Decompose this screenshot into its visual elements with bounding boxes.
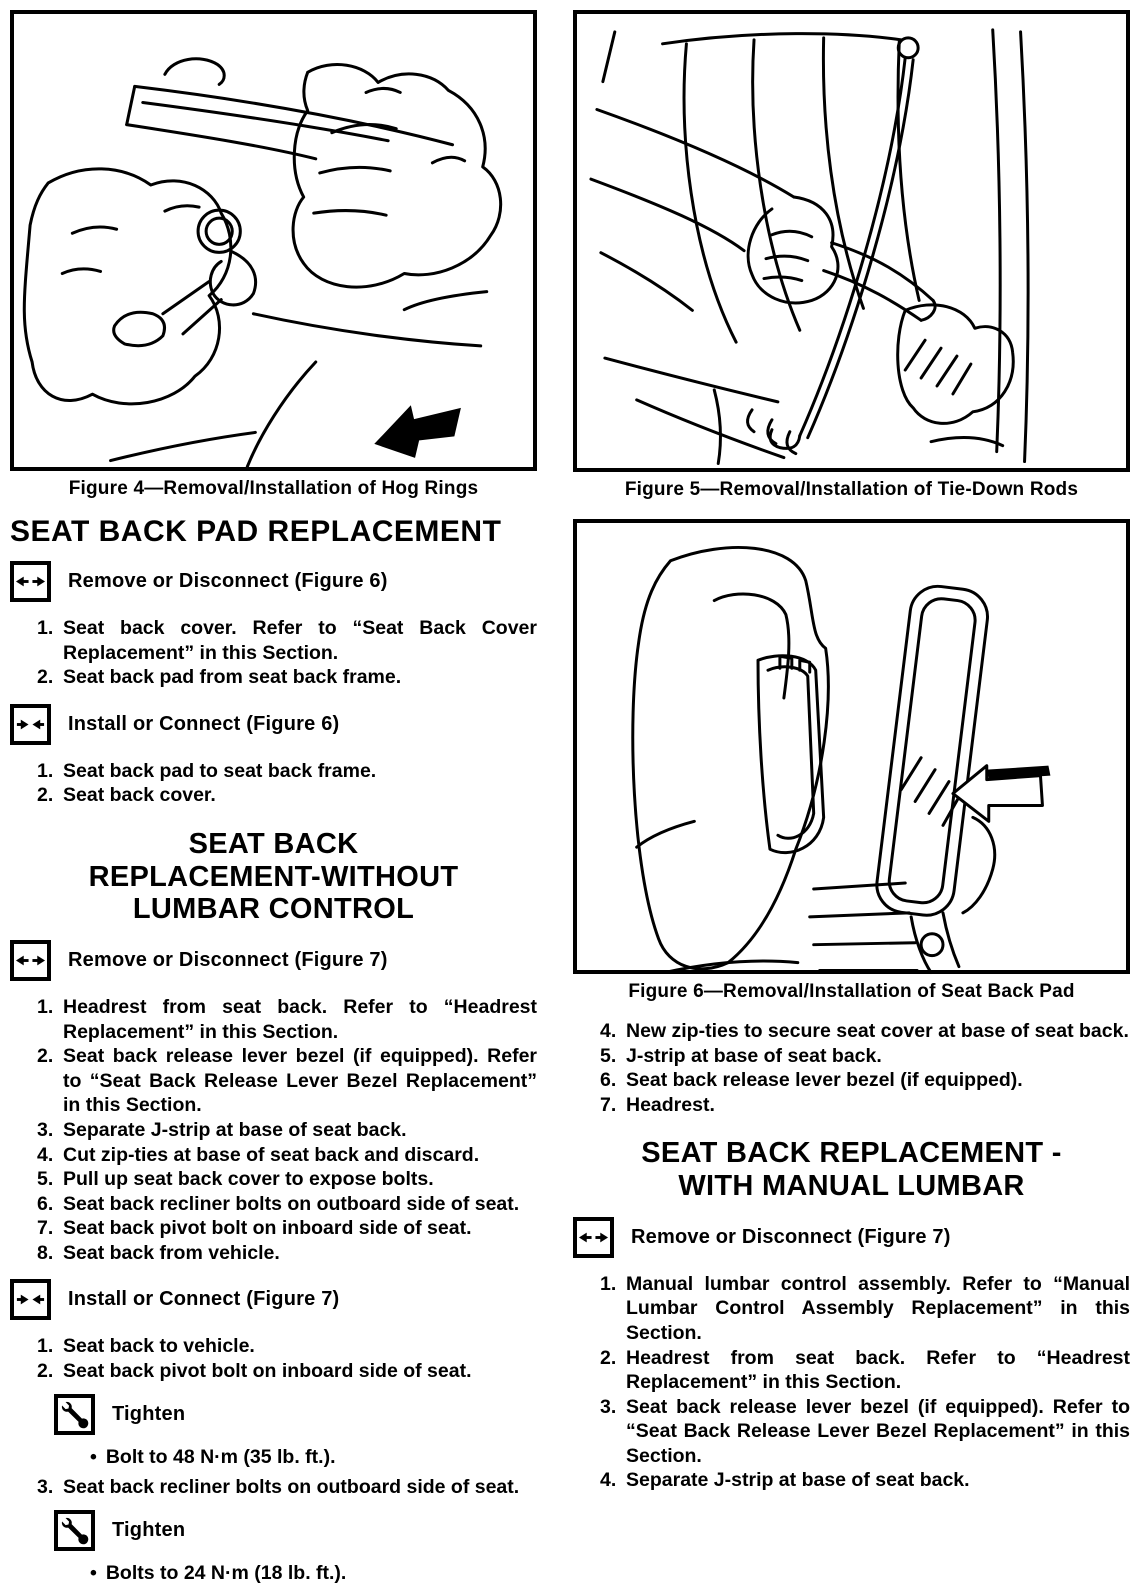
op-label: Tighten — [112, 1402, 186, 1425]
list-item-text: Manual lumbar control assembly. Refer to “Manual Lumbar Control Assembly Replacement” in this Section. — [626, 1272, 1130, 1344]
list-item — [37, 616, 537, 665]
list-item — [37, 1143, 537, 1168]
list-item-text: Seat back pad to seat back frame. — [63, 759, 377, 782]
list-item-text: Seat back release lever bezel (if equipped). — [626, 1069, 1023, 1092]
figure-5-drawing — [573, 10, 1130, 472]
list-item-number: 3. — [37, 1119, 54, 1142]
list-item — [37, 1118, 537, 1143]
list-item — [600, 1093, 1130, 1118]
list-item-text: Seat back from vehicle. — [63, 1241, 280, 1264]
list-item — [600, 1346, 1130, 1395]
op-tighten-1 — [54, 1394, 537, 1435]
list-item-number: 2. — [37, 1359, 54, 1382]
op-remove-disconnect-fig7-lumbar — [573, 1217, 1130, 1258]
list-item-text: Separate J-strip at base of seat back. — [626, 1469, 970, 1492]
list-item-number: 7. — [37, 1217, 54, 1240]
op-label: Tighten — [112, 1518, 186, 1541]
list-item — [37, 1216, 537, 1241]
list-item-number: 5. — [37, 1168, 54, 1191]
list-item — [600, 1468, 1130, 1493]
tighten-wrench-icon — [54, 1394, 95, 1435]
list-item — [37, 1475, 537, 1500]
list-item-text: Seat back release lever bezel (if equipped). Refer to “Seat Back Release Lever Bezel Replacement” in this Section. — [626, 1395, 1130, 1467]
arrow-solid-lower-left — [376, 407, 459, 456]
remove-disconnect-icon — [10, 940, 51, 981]
list-item-number: 6. — [37, 1192, 54, 1215]
list-item-text: New zip-ties to secure seat cover at base of seat back. — [626, 1020, 1129, 1043]
list-item-text: Seat back cover. Refer to “Seat Back Cover Replacement” in this Section. — [63, 617, 537, 664]
without-lumbar-install-list-a — [10, 1334, 537, 1383]
list-item — [37, 1334, 537, 1359]
figure-5 — [573, 10, 1130, 503]
op-install-connect-fig6 — [10, 704, 537, 745]
list-item-number: 2. — [37, 784, 54, 807]
figure-4-caption: Figure 4—Removal/Installation of Hog Rings — [68, 477, 479, 499]
op-label: Remove or Disconnect (Figure 7) — [631, 1225, 951, 1248]
tighten-wrench-icon — [54, 1510, 95, 1551]
list-item-number: 5. — [600, 1044, 617, 1067]
torque-spec-text: Bolt to 48 N·m (35 lb. ft.). — [105, 1445, 336, 1468]
list-item-text: Separate J-strip at base of seat back. — [63, 1119, 407, 1142]
seat-back-pad-illustration — [577, 523, 1126, 971]
op-label: Remove or Disconnect (Figure 6) — [68, 570, 388, 593]
hog-rings-illustration — [14, 14, 533, 467]
list-item-number: 3. — [37, 1476, 54, 1499]
left-column — [10, 10, 537, 1584]
list-item-number: 7. — [600, 1093, 617, 1116]
list-item-text: Pull up seat back cover to expose bolts. — [63, 1168, 434, 1191]
list-item — [37, 1192, 537, 1217]
list-item-number: 3. — [600, 1395, 617, 1418]
list-item — [600, 1044, 1130, 1069]
bullet-glyph: • — [90, 1445, 97, 1468]
pad-install-list — [10, 759, 537, 808]
list-item-text: Seat back pivot bolt on inboard side of seat. — [63, 1359, 472, 1382]
list-item-number: 8. — [37, 1241, 54, 1264]
list-item — [37, 1359, 537, 1384]
list-item — [37, 759, 537, 784]
list-item-number: 1. — [600, 1272, 617, 1295]
op-remove-disconnect-fig7 — [10, 940, 537, 981]
torque-spec-2 — [90, 1561, 537, 1585]
op-label: Remove or Disconnect (Figure 7) — [68, 949, 388, 972]
figure-5-caption: Figure 5—Removal/Installation of Tie-Down Rods — [624, 478, 1079, 500]
list-item-text: Seat back release lever bezel (if equipped). Refer to “Seat Back Release Lever Bezel Replacement” in this Section. — [63, 1045, 537, 1117]
torque-spec-text: Bolts to 24 N·m (18 lb. ft.). — [105, 1561, 347, 1584]
list-item — [37, 665, 537, 690]
remove-disconnect-icon — [10, 561, 51, 602]
list-item-number: 4. — [600, 1020, 617, 1043]
op-label: Install or Connect (Figure 6) — [68, 712, 340, 735]
install-connect-icon — [10, 704, 51, 745]
figure-6-drawing — [573, 519, 1130, 975]
list-item-number: 1. — [37, 1335, 54, 1358]
pad-remove-list — [10, 616, 537, 690]
op-tighten-2 — [54, 1510, 537, 1551]
with-lumbar-remove-list — [573, 1272, 1130, 1493]
figure-6 — [573, 519, 1130, 1006]
list-item — [37, 1167, 537, 1192]
heading-seat-back-pad-replacement: SEAT BACK PAD REPLACEMENT — [10, 514, 502, 548]
list-item-text: Seat back cover. — [63, 784, 216, 807]
list-item-number: 2. — [37, 1045, 54, 1068]
list-item-text: Seat back pivot bolt on inboard side of seat. — [63, 1217, 472, 1240]
op-remove-disconnect-fig6 — [10, 561, 537, 602]
op-install-connect-fig7 — [10, 1279, 537, 1320]
figure-4-drawing — [10, 10, 537, 471]
list-item-text: Cut zip-ties at base of seat back and discard. — [63, 1143, 480, 1166]
list-item-text: Seat back pad from seat back frame. — [63, 666, 402, 689]
list-item — [37, 1044, 537, 1118]
list-item — [37, 783, 537, 808]
list-item-number: 2. — [600, 1346, 617, 1369]
without-lumbar-remove-list — [10, 995, 537, 1265]
heading-seat-back-replacement-with-manual-lumbar: SEAT BACK REPLACEMENT - WITH MANUAL LUMBAR — [641, 1137, 1062, 1203]
list-item-text: Headrest from seat back. Refer to “Headrest Replacement” in this Section. — [63, 996, 537, 1043]
op-label: Install or Connect (Figure 7) — [68, 1288, 340, 1311]
list-item-number: 2. — [37, 666, 54, 689]
fig6-install-continued-list — [573, 1019, 1130, 1117]
list-item — [600, 1068, 1130, 1093]
tie-down-rods-illustration — [577, 14, 1126, 468]
bullet-glyph: • — [90, 1561, 97, 1584]
figure-6-caption: Figure 6—Removal/Installation of Seat Back Pad — [628, 981, 1075, 1003]
list-item-text: Seat back recliner bolts on outboard side of seat. — [63, 1192, 520, 1215]
list-item-number: 6. — [600, 1069, 617, 1092]
figure-4 — [10, 10, 537, 502]
list-item — [600, 1272, 1130, 1346]
list-item-number: 1. — [37, 996, 54, 1019]
list-item — [600, 1019, 1130, 1044]
list-item — [37, 1241, 537, 1266]
list-item-number: 1. — [37, 617, 54, 640]
list-item-number: 1. — [37, 759, 54, 782]
list-item-number: 4. — [600, 1469, 617, 1492]
list-item-text: Seat back recliner bolts on outboard side of seat. — [63, 1476, 520, 1499]
heading-seat-back-replacement-without-lumbar-control: SEAT BACK REPLACEMENT-WITHOUT LUMBAR CONTROL — [88, 827, 459, 926]
list-item — [37, 995, 537, 1044]
list-item-number: 4. — [37, 1143, 54, 1166]
remove-disconnect-icon — [573, 1217, 614, 1258]
list-item-text: J-strip at base of seat back. — [626, 1044, 882, 1067]
torque-spec-1 — [90, 1445, 537, 1470]
list-item — [600, 1395, 1130, 1469]
right-column — [573, 10, 1130, 1504]
without-lumbar-install-list-b — [10, 1475, 537, 1500]
install-connect-icon — [10, 1279, 51, 1320]
list-item-text: Seat back to vehicle. — [63, 1335, 255, 1358]
list-item-text: Headrest. — [626, 1093, 715, 1116]
list-item-text: Headrest from seat back. Refer to “Headrest Replacement” in this Section. — [626, 1346, 1130, 1394]
